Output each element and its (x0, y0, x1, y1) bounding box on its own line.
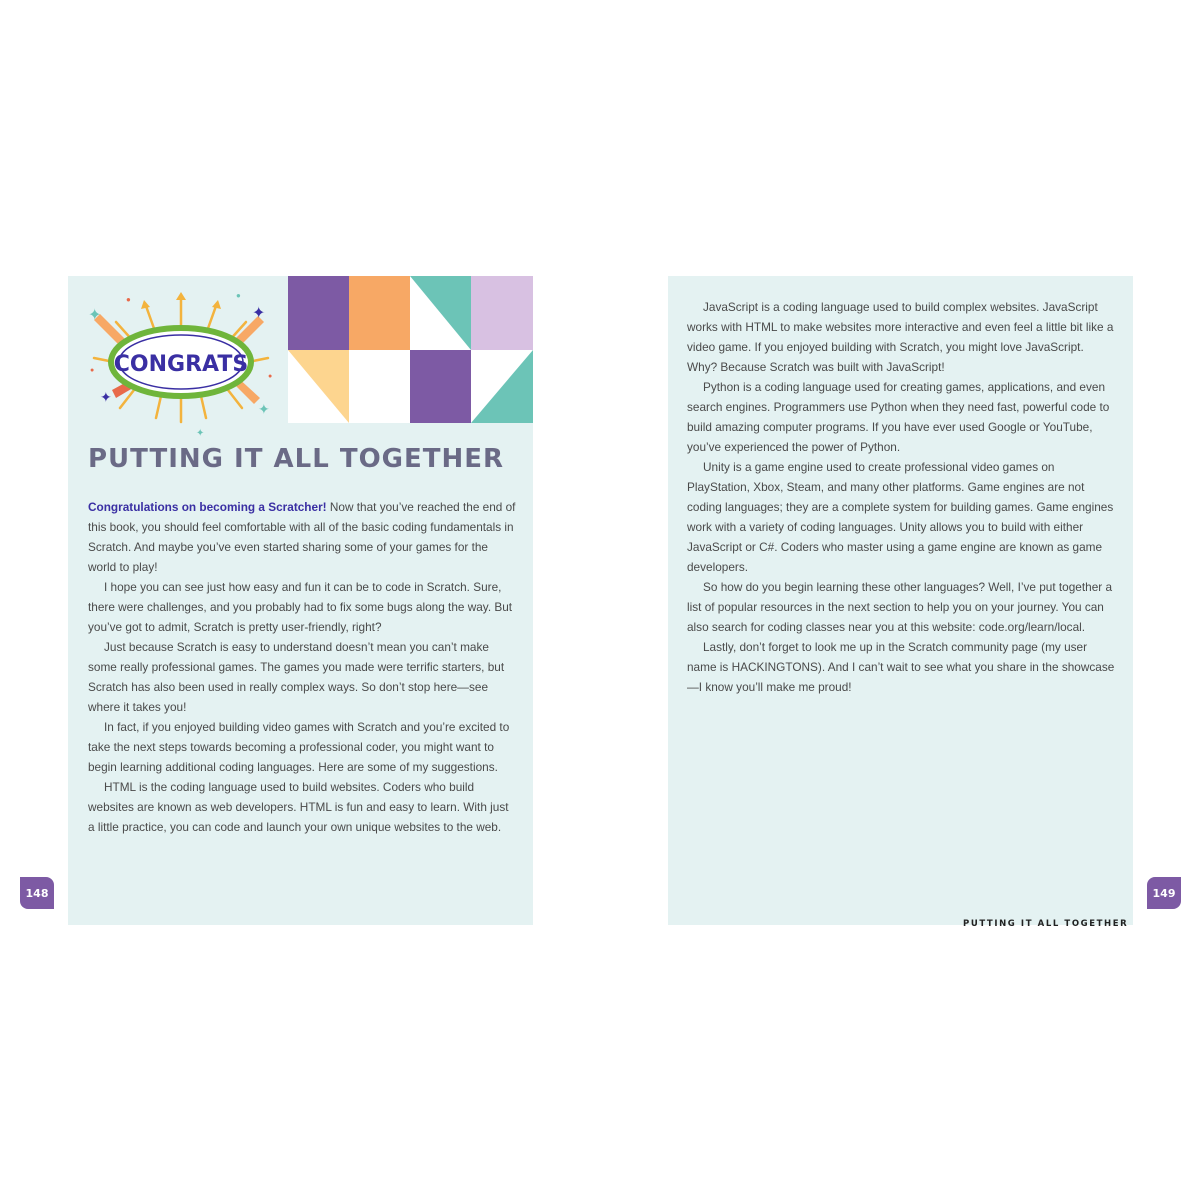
svg-text:✦: ✦ (252, 305, 266, 322)
paragraph-lastly: Lastly, don’t forget to look me up in the Scratch community page (my user name is HACKINGTONS). And I can’t wait to see what you share in the showcase—I know you’ll make me proud! (687, 640, 1115, 694)
paragraph-easy-and-fun: I hope you can see just how easy and fun it can be to code in Scratch. Sure, there were challenges, and you probably had to fix some bugs along the way. But you’ve got to admit, Scratch is pretty user-friendly, right? (88, 580, 513, 634)
paragraph-professional-games: Just because Scratch is easy to understand doesn’t mean you can’t make some really professional games. The games you made were terrific starters, but Scratch has also been used in really complex ways. So don’t stop here—see where it takes you! (88, 640, 505, 714)
svg-text:●: ● (126, 295, 131, 304)
block-purple-1 (288, 276, 349, 350)
paragraph-next-steps: In fact, if you enjoyed building video games with Scratch and you’re excited to take the next steps towards becoming a professional coder, you might want to begin learning additional coding languages. Here are some of my suggestions. (88, 720, 510, 774)
paragraph-html: HTML is the coding language used to build websites. Coders who build websites are known as web developers. HTML is fun and easy to learn. With just a little practice, you can code and launch your own unique websites to the web. (88, 780, 509, 834)
block-purple-2 (410, 350, 471, 423)
paragraph-congratulations (88, 497, 518, 577)
svg-text:✦: ✦ (88, 307, 102, 324)
paragraph-unity: Unity is a game engine used to create professional video games on PlayStation, Xbox, Steam, and many other platforms. Game engines are not coding languages; they are a complete system for building games. Game engines work with a variety of coding languages. Unity allows you to build with either JavaScript or C#. Coders who master using a game engine are known as game developers. (687, 460, 1114, 574)
block-lavender (471, 276, 533, 350)
svg-text:✦: ✦ (100, 389, 112, 405)
paragraph-resources: So how do you begin learning these other languages? Well, I’ve put together a list of popular resources in the next section to help you on your journey. You can also search for coding classes near you at this website: code.org/learn/local. (687, 580, 1113, 634)
running-footer: PUTTING IT ALL TOGETHER (963, 919, 1129, 929)
block-orange (349, 276, 410, 350)
page-number-149: 149 (1147, 877, 1181, 909)
lead-in-text: Congratulations on becoming a Scratcher! (88, 500, 327, 514)
svg-text:✦: ✦ (258, 401, 270, 417)
left-page-body (88, 497, 518, 837)
paragraph-python: Python is a coding language used for creating games, applications, and even search engines. Programmers use Python when they need fast, powerful code to build amazing computer programs. If you have ever used Google or YouTube, you’ve experienced the power of Python. (687, 380, 1110, 454)
congrats-badge-text: CONGRATS (113, 352, 249, 377)
svg-text:●: ● (268, 373, 273, 380)
section-title: PUTTING IT ALL TOGETHER (88, 444, 505, 474)
paragraph-text: Now that you’ve reached the end of this book, you should feel comfortable with all of the basic coding fundamentals in Scratch. And maybe you’ve even started sharing some of your games for the world to play! (88, 500, 516, 574)
geometric-block-grid (288, 276, 533, 423)
paragraph-javascript: JavaScript is a coding language used to build complex websites. JavaScript works with HTML to make websites more interactive and even feel a little bit like a video game. If you enjoyed building with Scratch, you might love JavaScript. Why? Because Scratch was built with JavaScript! (687, 300, 1114, 374)
svg-text:●: ● (236, 291, 241, 300)
congrats-burst-illustration (86, 290, 276, 440)
right-page-body (687, 297, 1117, 697)
block-white-3 (349, 350, 410, 423)
svg-text:✦: ✦ (196, 428, 205, 439)
svg-text:●: ● (90, 367, 95, 374)
page-number-148: 148 (20, 877, 54, 909)
